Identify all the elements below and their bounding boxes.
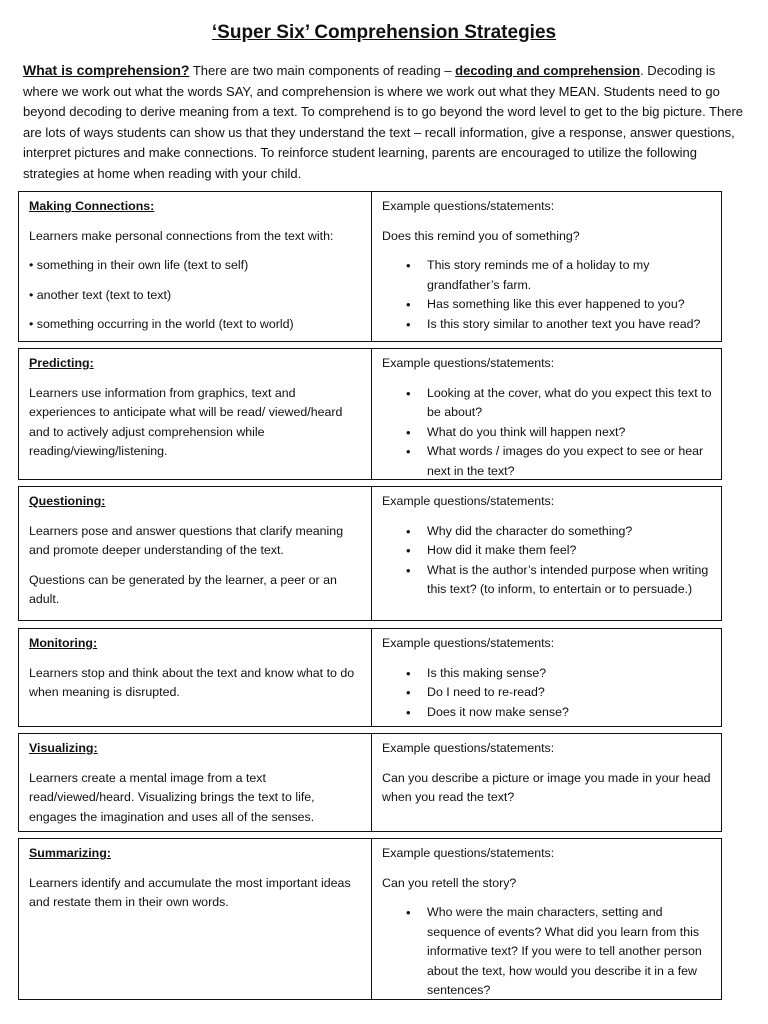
example-bullet-list bbox=[382, 903, 713, 1001]
strategy-box-visualizing bbox=[18, 733, 722, 832]
strategy-description bbox=[19, 839, 372, 999]
strategy-examples bbox=[372, 487, 721, 620]
example-question: Can you describe a picture or image you made in your head when you read the text? bbox=[382, 770, 711, 804]
example-bullet: • Who were the main characters, setting and sequence of events? What did you learn from this informative text? If you were to tell another person about the text, how would you describe it in a few sentences? bbox=[427, 903, 713, 1001]
intro-emphasis: decoding and comprehension bbox=[455, 63, 641, 78]
strategy-heading: Visualizing: bbox=[29, 741, 98, 755]
example-bullet: • Do I need to re-read? bbox=[427, 683, 713, 703]
strategy-description bbox=[19, 192, 372, 341]
intro-paragraph bbox=[23, 60, 745, 184]
example-bullet: • Why did the character do something? bbox=[427, 522, 713, 542]
example-question: Does this remind you of something? bbox=[382, 228, 580, 243]
strategy-paragraph: Learners pose and answer questions that clarify meaning and promote deeper understanding of the text. bbox=[29, 523, 344, 557]
strategy-paragraph: Learners stop and think about the text and know what to do when meaning is disrupted. bbox=[29, 665, 355, 699]
example-question: Can you retell the story? bbox=[382, 875, 517, 890]
strategy-description bbox=[19, 629, 372, 726]
connection-item: • something occurring in the world (text to world) bbox=[29, 317, 294, 331]
strategy-description bbox=[19, 487, 372, 620]
intro-lead: What is comprehension? bbox=[23, 62, 190, 78]
strategy-paragraph: Learners use information from graphics, text and experiences to anticipate what will be read/ viewed/heard and to actively adjust comprehension while reading/viewing/listening. bbox=[29, 385, 343, 458]
example-bullet: • What do you think will happen next? bbox=[427, 423, 713, 443]
example-bullet-list bbox=[382, 384, 713, 482]
strategy-heading: Questioning: bbox=[29, 494, 106, 508]
example-bullet-list bbox=[382, 522, 713, 600]
examples-heading: Example questions/statements: bbox=[382, 636, 555, 650]
strategy-examples bbox=[372, 629, 721, 726]
strategy-box-making-connections bbox=[18, 191, 722, 342]
strategy-examples bbox=[372, 349, 721, 479]
example-bullet: • Is this making sense? bbox=[427, 664, 713, 684]
connection-item: • something in their own life (text to self) bbox=[29, 258, 249, 272]
example-bullet: • What is the author’s intended purpose when writing this text? (to inform, to entertain or to persuade.) bbox=[427, 561, 713, 600]
connection-item: • another text (text to text) bbox=[29, 287, 172, 302]
examples-heading: Example questions/statements: bbox=[382, 741, 555, 755]
intro-text-2: . Decoding is where we work out what the words SAY, and comprehension is where we work out what they MEAN. Students need to go beyond decoding to derive meaning from a text. To comprehend is to go beyond the word level to get to the big picture. There are lots of ways students can show us that they understand the text – recall information, give a response, answer questions, interpret pictures and make connections. To reinforce student learning, parents are encouraged to utilize the following strategies at home when reading with your child. bbox=[23, 63, 744, 181]
examples-heading: Example questions/statements: bbox=[382, 494, 555, 508]
example-bullet: • How did it make them feel? bbox=[427, 541, 713, 561]
strategy-description bbox=[19, 349, 372, 479]
examples-heading: Example questions/statements: bbox=[382, 846, 555, 860]
strategy-box-summarizing bbox=[18, 838, 722, 1000]
strategy-paragraph: Learners create a mental image from a text read/viewed/heard. Visualizing brings the text to life, engages the imagination and uses all of the senses. bbox=[29, 770, 315, 824]
page-title: ‘Super Six’ Comprehension Strategies bbox=[211, 22, 557, 43]
strategy-examples bbox=[372, 839, 721, 999]
strategy-examples bbox=[372, 734, 721, 831]
examples-heading: Example questions/statements: bbox=[382, 356, 555, 370]
strategy-heading: Monitoring: bbox=[29, 636, 98, 650]
example-bullet: • What words / images do you expect to see or hear next in the text? bbox=[427, 442, 713, 481]
strategy-heading: Making Connections: bbox=[29, 199, 155, 213]
strategy-box-monitoring bbox=[18, 628, 722, 727]
example-bullet: • This story reminds me of a holiday to my grandfather’s farm. bbox=[427, 256, 713, 295]
strategy-examples bbox=[372, 192, 721, 341]
example-bullet-list bbox=[382, 256, 713, 334]
strategy-box-questioning bbox=[18, 486, 722, 621]
strategy-paragraph: Learners identify and accumulate the most important ideas and restate them in their own words. bbox=[29, 875, 351, 909]
strategy-paragraph: Questions can be generated by the learner, a peer or an adult. bbox=[29, 572, 337, 606]
example-bullet-list bbox=[382, 664, 713, 723]
example-bullet: • Does it now make sense? bbox=[427, 703, 713, 723]
strategy-heading: Predicting: bbox=[29, 356, 94, 370]
strategy-description bbox=[19, 734, 372, 831]
strategy-heading: Summarizing: bbox=[29, 846, 111, 860]
intro-text-1: There are two main components of reading – bbox=[189, 63, 456, 78]
example-bullet: • Has something like this ever happened to you? bbox=[427, 295, 713, 315]
example-bullet: • Is this story similar to another text you have read? bbox=[427, 315, 713, 335]
strategy-box-predicting bbox=[18, 348, 722, 480]
examples-heading: Example questions/statements: bbox=[382, 199, 555, 213]
strategy-paragraph: Learners make personal connections from the text with: bbox=[29, 228, 334, 243]
example-bullet: • Looking at the cover, what do you expect this text to be about? bbox=[427, 384, 713, 423]
